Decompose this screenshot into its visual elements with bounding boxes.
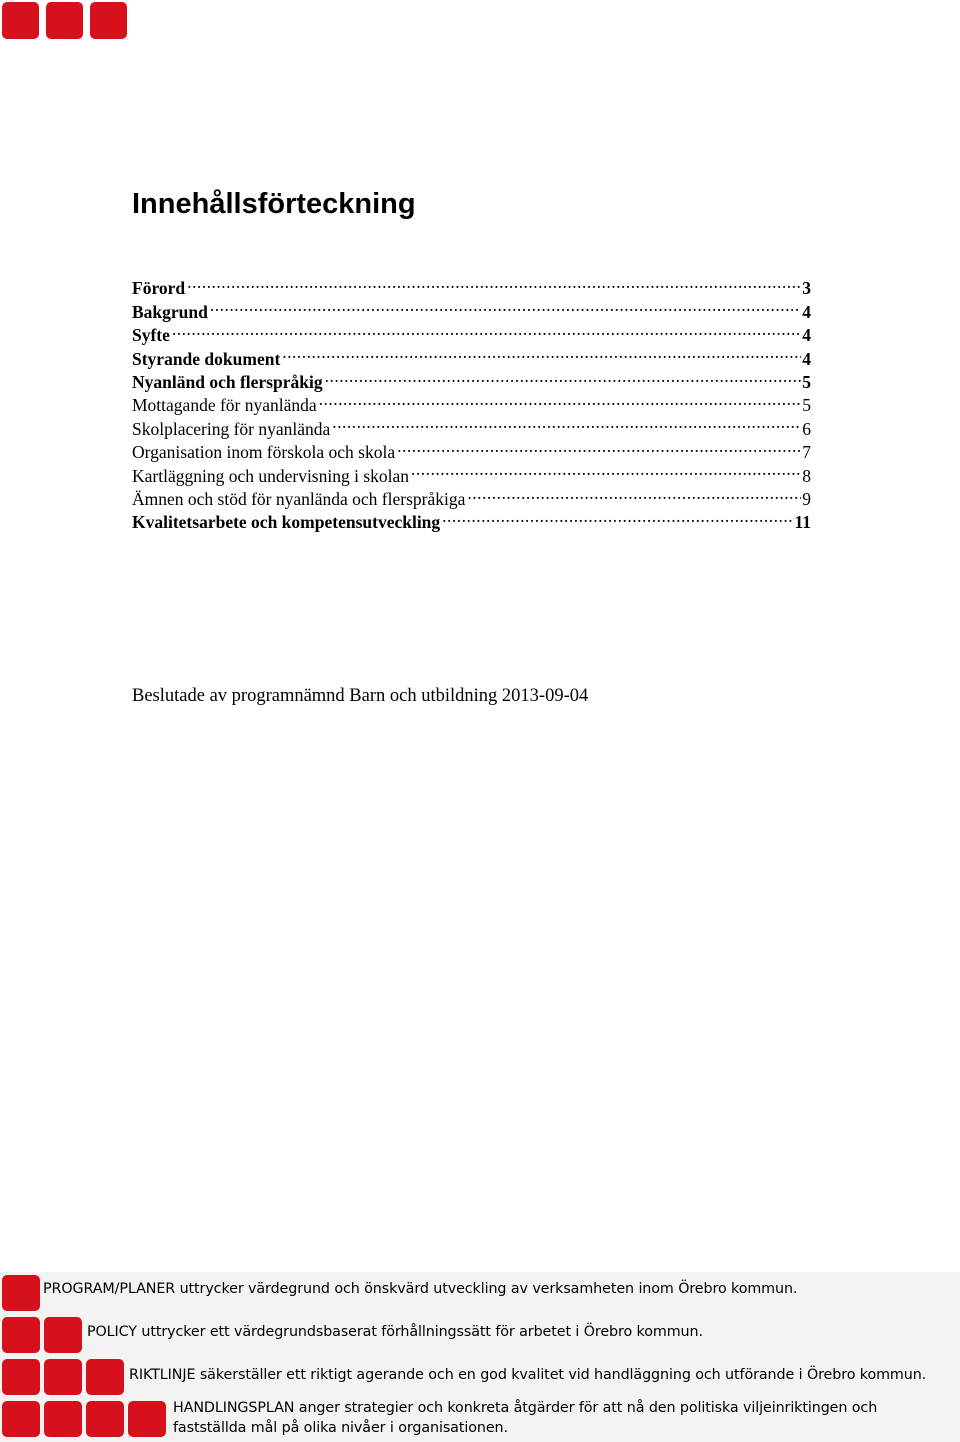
logo-square bbox=[90, 2, 127, 39]
decision-note: Beslutade av programnämnd Barn och utbildning 2013-09-04 bbox=[132, 686, 589, 706]
toc-entry-page: 4 bbox=[802, 348, 811, 369]
toc-dot-leader bbox=[317, 388, 802, 411]
toc-entry-title: Syfte bbox=[132, 325, 170, 346]
toc-dot-leader bbox=[440, 505, 793, 528]
toc-entry-title: Bakgrund bbox=[132, 301, 208, 322]
legend-square bbox=[44, 1401, 82, 1437]
toc-dot-leader bbox=[465, 482, 801, 505]
toc-entry[interactable] bbox=[132, 271, 811, 299]
toc-entry-page: 4 bbox=[802, 325, 811, 346]
toc-entry-page: 7 bbox=[802, 442, 811, 463]
toc-entry[interactable] bbox=[132, 294, 811, 322]
footer-legend bbox=[0, 1272, 960, 1442]
legend-square bbox=[86, 1401, 124, 1437]
logo-square bbox=[2, 2, 39, 39]
legend-riktlinje: RIKTLINJE säkerställer ett riktigt agerande och en god kvalitet vid handläggning och utförande i Örebro kommun. bbox=[129, 1367, 927, 1383]
toc-entry[interactable] bbox=[132, 341, 811, 369]
legend-policy: POLICY uttrycker ett värdegrundsbaserat förhållningssätt för arbetet i Örebro kommun. bbox=[87, 1324, 703, 1340]
toc-dot-leader bbox=[323, 365, 802, 388]
toc-entry-page: 11 bbox=[794, 512, 811, 533]
toc-entry-page: 4 bbox=[802, 301, 811, 322]
toc-entry-title: Styrande dokument bbox=[132, 348, 281, 369]
toc-entry-title: Skolplacering för nyanlända bbox=[132, 418, 331, 439]
legend-square bbox=[86, 1359, 124, 1395]
legend-square bbox=[44, 1317, 82, 1353]
toc-entry-page: 9 bbox=[802, 488, 811, 509]
toc-entry-title: Förord bbox=[132, 278, 186, 299]
toc-entry[interactable] bbox=[132, 318, 811, 346]
toc-entry-title: Kvalitetsarbete och kompetensutveckling bbox=[132, 512, 441, 533]
toc-dot-leader bbox=[280, 341, 801, 364]
legend-square bbox=[2, 1275, 40, 1311]
legend-square bbox=[44, 1359, 82, 1395]
legend-square bbox=[2, 1401, 40, 1437]
toc-dot-leader bbox=[330, 411, 801, 434]
toc-entry-title: Nyanländ och flerspråkig bbox=[132, 371, 323, 392]
logo-square bbox=[46, 2, 83, 39]
toc-entry-page: 8 bbox=[802, 465, 811, 486]
toc-entry-page: 6 bbox=[802, 418, 811, 439]
toc-entry-title: Ämnen och stöd för nyanlända och flerspråkiga bbox=[132, 488, 466, 509]
legend-handlingsplan-line2: fastställda mål på olika nivåer i organisationen. bbox=[173, 1420, 508, 1436]
toc-dot-leader bbox=[185, 271, 801, 294]
legend-square bbox=[128, 1401, 166, 1437]
toc-dot-leader bbox=[409, 458, 801, 481]
toc-dot-leader bbox=[170, 318, 801, 341]
toc-entry-title: Organisation inom förskola och skola bbox=[132, 442, 396, 463]
legend-square bbox=[2, 1317, 40, 1353]
legend-handlingsplan-line1: HANDLINGSPLAN anger strategier och konkreta åtgärder för att nå den politiska viljeinriktingen och bbox=[173, 1400, 878, 1416]
toc-entry-title: Kartläggning och undervisning i skolan bbox=[132, 465, 410, 486]
toc-dot-leader bbox=[208, 294, 801, 317]
toc-dot-leader bbox=[395, 435, 801, 458]
toc-entry-page: 5 bbox=[802, 371, 811, 392]
toc-title: Innehållsförteckning bbox=[132, 188, 416, 220]
toc-entry-page: 3 bbox=[802, 278, 811, 299]
toc-entry-title: Mottagande för nyanlända bbox=[132, 395, 317, 416]
toc-entry-page: 5 bbox=[802, 395, 811, 416]
legend-program: PROGRAM/PLANER uttrycker värdegrund och önskvärd utveckling av verksamheten inom Örebro kommun. bbox=[43, 1281, 798, 1297]
legend-square bbox=[2, 1359, 40, 1395]
table-of-contents bbox=[132, 271, 811, 533]
